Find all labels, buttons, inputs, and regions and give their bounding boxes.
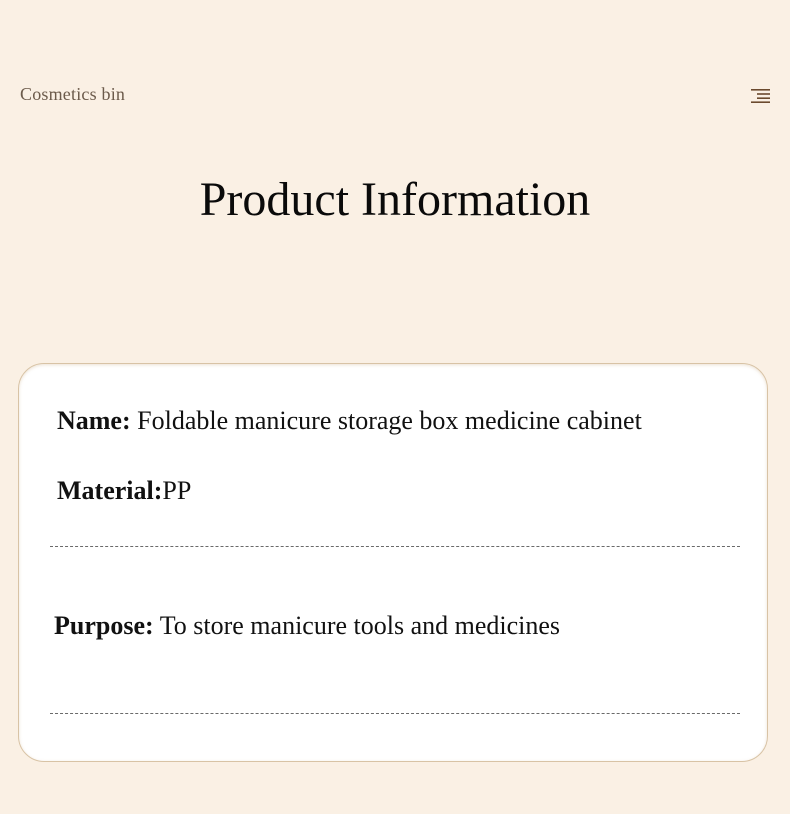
divider — [50, 713, 740, 714]
name-row — [57, 406, 642, 436]
product-info-card — [18, 363, 768, 762]
hamburger-menu-icon-graphic — [751, 89, 770, 103]
purpose-label: Purpose: — [54, 611, 154, 640]
brand-name: Cosmetics bin — [20, 84, 126, 104]
divider — [50, 546, 740, 547]
purpose-row — [54, 611, 560, 641]
name-value: Foldable manicure storage box medicine cabinet — [130, 406, 642, 435]
material-value: PP — [162, 476, 192, 505]
material-row — [57, 476, 191, 506]
name-label: Name: — [57, 406, 131, 435]
material-label: Material: — [57, 476, 163, 505]
hamburger-menu-icon[interactable] — [751, 88, 770, 102]
page-title: Product Information — [199, 173, 591, 226]
purpose-value: To store manicure tools and medicines — [153, 611, 561, 640]
